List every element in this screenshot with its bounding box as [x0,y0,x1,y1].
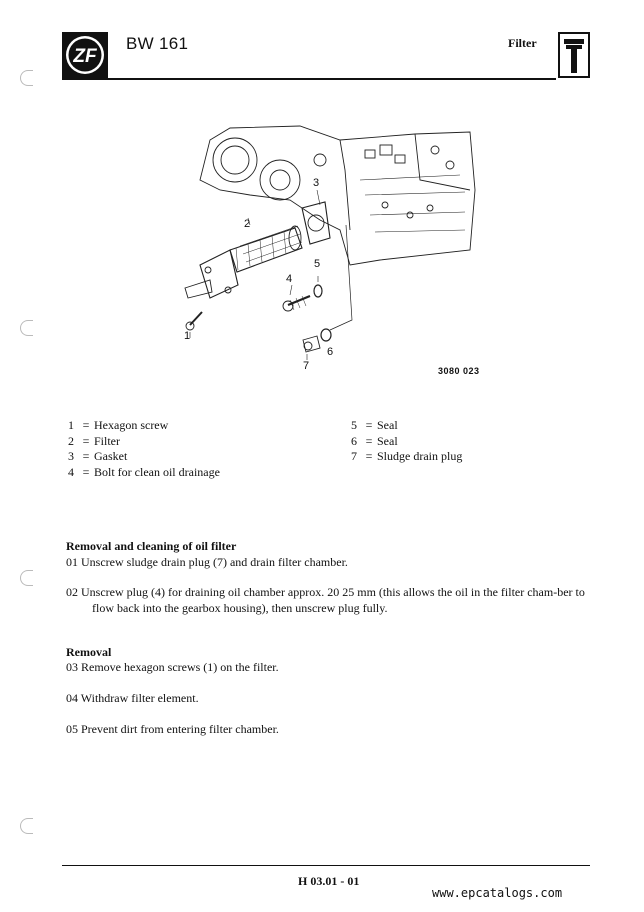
legend-item: 4 = Bolt for clean oil drainage [68,464,220,479]
legend-left [68,418,220,480]
step-05: 05 Prevent dirt from entering filter chamber. [66,722,279,736]
binder-hole [20,818,33,834]
step-02 [66,585,586,616]
step-04: 04 Withdraw filter element. [66,691,199,705]
callout-1: 1 [184,330,191,342]
header-rule [62,78,556,80]
watermark-url[interactable]: www.epcatalogs.com [432,886,563,900]
legend-item: 1 = Hexagon screw [68,418,169,432]
callout-5: 5 [314,258,321,270]
binder-hole [20,320,33,336]
legend-item: 5 = Seal [351,418,398,432]
filter-tool-icon [558,32,590,78]
legend-right [351,418,462,465]
binder-hole [20,570,33,586]
callout-7: 7 [303,360,310,372]
zf-logo [62,32,108,78]
section-title: Filter [508,36,537,50]
model-title: BW 161 [126,34,189,53]
legend-item: 6 = Seal [351,433,398,448]
footer-rule [62,865,590,866]
figure-number: 3080 023 [438,366,480,376]
step-03: 03 Remove hexagon screws (1) on the filter. [66,660,279,674]
callout-3: 3 [313,177,320,189]
callout-6: 6 [327,346,334,358]
filter-exploded-diagram [170,120,500,390]
callout-2: 2 [244,218,251,230]
zf-logo-text: ZF [73,46,97,67]
step-01: 01 Unscrew sludge drain plug (7) and drain filter chamber. [66,555,348,569]
heading-removal: Removal [66,645,112,659]
callout-4: 4 [286,273,293,285]
binder-hole [20,70,33,86]
page-number: H 03.01 - 01 [298,874,360,888]
step-02-text: 02 Unscrew plug (4) for draining oil chamber approx. 20 25 mm (this allows the oil in the filter cham-ber to flow back into the gearbox housing), then unscrew plug fully. [66,585,585,615]
legend-item: 2 = Filter [68,433,120,448]
legend-item: 3 = Gasket [68,449,128,463]
legend-item: 7 = Sludge drain plug [351,449,463,463]
heading-removal-cleaning: Removal and cleaning of oil filter [66,539,237,553]
